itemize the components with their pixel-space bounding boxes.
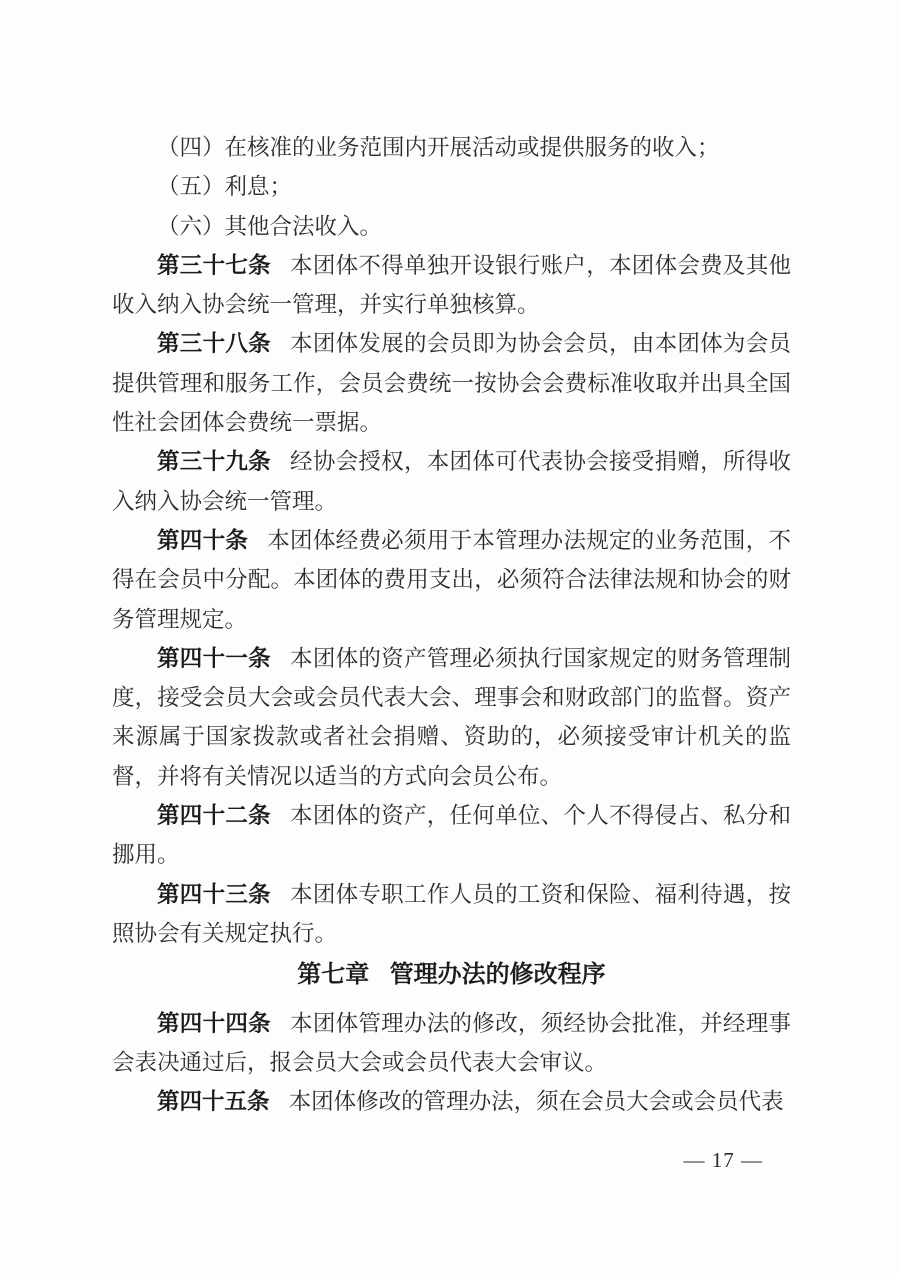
article-number: 第三十八条 <box>157 331 271 357</box>
list-item: （四）在核准的业务范围内开展活动或提供服务的收入； <box>157 135 720 160</box>
article-paragraph <box>112 521 791 639</box>
article-number: 第四十四条 <box>157 1010 271 1036</box>
article-text: 本团体的资产管理必须执行国家规定的财务管理制度，接受会员大会或会员代表大会、理事会和财政部门的监督。资产来源属于国家拨款或者社会捐赠、资助的，必须接受审计机关的监督，并将有关情况以适当的方式向会员公布。 <box>112 645 791 789</box>
article-number: 第四十二条 <box>157 803 271 829</box>
article-paragraph <box>112 1082 791 1121</box>
list-item: （五）利息； <box>157 174 293 200</box>
article-paragraph <box>112 875 791 954</box>
article-paragraph <box>112 796 791 875</box>
article-text: 本团体经费必须用于本管理办法规定的业务范围，不得在会员中分配。本团体的费用支出，必须符合法律法规和协会的财务管理规定。 <box>112 527 791 632</box>
article-paragraph <box>112 246 791 325</box>
page-number: — 17 — <box>683 1148 763 1172</box>
article-text: 本团体不得单独开设银行账户，本团体会费及其他收入纳入协会统一管理，并实行单独核算。 <box>112 252 791 318</box>
article-text: 本团体的资产，任何单位、个人不得侵占、私分和挪用。 <box>112 803 791 868</box>
article-paragraph <box>112 639 791 796</box>
article-paragraph <box>112 442 791 521</box>
article-number: 第三十九条 <box>157 449 271 475</box>
chapter-heading <box>112 955 791 994</box>
article-number: 第三十七条 <box>157 252 271 278</box>
article-text: 本团体修改的管理办法，须在会员大会或会员代表 <box>288 1089 784 1115</box>
article-number: 第四十三条 <box>157 881 271 907</box>
article-number: 第四十一条 <box>157 645 271 671</box>
chapter-label: 第七章 <box>297 961 370 989</box>
article-text: 经协会授权，本团体可代表协会接受捐赠，所得收入纳入协会统一管理。 <box>112 449 791 514</box>
article-paragraph <box>112 1004 791 1083</box>
article-number: 第四十五条 <box>157 1089 270 1115</box>
article-text: 本团体管理办法的修改，须经协会批准，并经理事会表决通过后，报会员大会或会员代表大会审议。 <box>112 1010 791 1075</box>
article-number: 第四十条 <box>157 527 249 553</box>
article-text: 本团体发展的会员即为协会会员，由本团体为会员提供管理和服务工作，会员会费统一按协会会费标准收取并出具全国性社会团体会费统一票据。 <box>112 331 791 436</box>
article-paragraph <box>112 324 791 442</box>
chapter-title: 管理办法的修改程序 <box>389 961 606 989</box>
document-body <box>112 128 791 1121</box>
list-item: （六）其他合法收入。 <box>157 213 383 239</box>
article-text: 本团体专职工作人员的工资和保险、福利待遇，按照协会有关规定执行。 <box>112 881 791 946</box>
